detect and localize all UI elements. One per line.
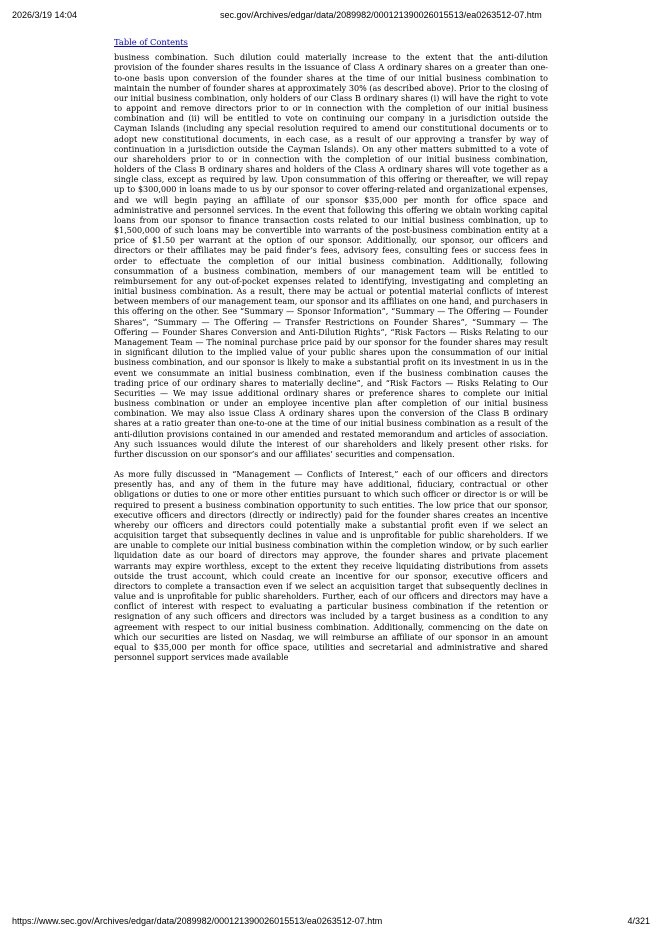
print-datetime: 2026/3/19 14:04 — [12, 10, 78, 20]
table-of-contents-link[interactable]: Table of Contents — [114, 37, 188, 47]
print-header-url: sec.gov/Archives/edgar/data/2089982/000121390026015513/ea0263512-07.htm — [220, 10, 542, 20]
paragraph-dilution: business combination. Such dilution could materially increase to the extent that the anti-dilution provision of the founder shares results in the issuance of Class A ordinary shares on a greater than one-to-one basis upon conversion of the founder shares at the time of our initial business combination to maintain the number of founder shares at approximately 30% (as described above). Prior to the closing of our initial business combination, only holders of our Class B ordinary shares (i) will have the right to vote to appoint and remove directors prior to or in connection with the completion of our initial business combination and (ii) will be entitled to vote on continuing our company in a jurisdiction outside the Cayman Islands (including any special resolution required to amend our constitutional documents or to adopt new constitutional documents, in each case, as a result of our approving a transfer by way of continuation in a jurisdiction outside the Cayman Islands). On any other matters submitted to a vote of our shareholders prior to or in connection with the completion of our initial business combination, holders of the Class B ordinary shares and holders of the Class A ordinary shares will vote together as a single class, except as required by law. Upon consummation of this offering or thereafter, we will repay up to $300,000 in loans made to us by our sponsor to cover offering-related and organizational expenses, and we will begin paying an affiliate of our sponsor $35,000 per month for office space and administrative and personnel services. In the event that following this offering we obtain working capital loans from our sponsor to finance transaction costs related to our initial business combination, up to $1,500,000 of such loans may be convertible into warrants of the post-business combination entity at a price of $1.50 per warrant at the option of our sponsor. Additionally, our sponsor, our officers and directors or their affiliates may be paid finder’s fees, advisory fees, consulting fees or success fees in order to effectuate the completion of our initial business combination. Additionally, following consummation of a business combination, members of our management team will be entitled to reimbursement for any out-of-pocket expenses related to identifying, investigating and completing an initial business combination. As a result, there may be actual or potential material conflicts of interest between members of our management team, our sponsor and its affiliates on one hand, and purchasers in this offering on the other. See “Summary — Sponsor Information”, “Summary — The Offering — Founder Shares”, “Summary — The Offering — Transfer Restrictions on Founder Shares”, “Summary — The Offering — Founder Shares Conversion and Anti-Dilution Rights”, “Risk Factors — Risks Relating to our Management Team — The nominal purchase price paid by our sponsor for the founder shares may result in significant dilution to the implied value of your public shares upon the consummation of our initial business combination, and our sponsor is likely to make a substantial profit on its investment in us in the event we consummate an initial business combination, even if the business combination causes the trading price of our ordinary shares to materially decline”, and “Risk Factors — Risks Relating to Our Securities — We may issue additional ordinary shares or preference shares to complete our initial business combination or under an employee incentive plan after completion of our initial business combination. We may also issue Class A ordinary shares upon the conversion of the Class B ordinary shares at a ratio greater than one-to-one at the time of our initial business combination as a result of the anti-dilution provisions contained in our amended and restated memorandum and articles of association. Any such issuances would dilute the interest of our shareholders and likely present other risks. for further discussion on our sponsor’s and our affiliates’ securities and compensation. — [114, 53, 548, 459]
paragraph-conflicts-of-interest: As more fully discussed in “Management — Conflicts of Interest,” each of our officers and directors presently has, and any of them in the future may have additional, fiduciary, contractual or other obligations or duties to one or more other entities pursuant to which such officer or director is or will be required to present a business combination opportunity to such entities. The low price that our sponsor, executive officers and directors (directly or indirectly) paid for the founder shares creates an incentive whereby our officers and directors could potentially make a substantial profit even if we select an acquisition target that subsequently declines in value and is unprofitable for public shareholders. If we are unable to complete our initial business combination within the completion window, or by such earlier liquidation date as our board of directors may approve, the founder shares and private placement warrants may expire worthless, except to the extent they receive liquidating distributions from assets outside the trust account, which could create an incentive for our sponsor, executive officers and directors to complete a transaction even if we select an acquisition target that subsequently declines in value and is unprofitable for public shareholders. Further, each of our officers and directors may have a conflict of interest with respect to evaluating a particular business combination if the retention or resignation of any such officers and directors was included by a target business as a condition to any agreement with respect to our initial business combination. Additionally, commencing on the date on which our securities are listed on Nasdaq, we will reimburse an affiliate of our sponsor in an amount equal to $35,000 per month for office space, utilities and secretarial and administrative and shared personnel support services made available — [114, 470, 548, 663]
document-body — [114, 37, 548, 673]
page-indicator: 4/321 — [627, 916, 650, 926]
browser-print-footer — [0, 916, 662, 930]
print-footer-url: https://www.sec.gov/Archives/edgar/data/2089982/000121390026015513/ea0263512-07.htm — [12, 916, 383, 926]
browser-print-header — [0, 0, 662, 22]
